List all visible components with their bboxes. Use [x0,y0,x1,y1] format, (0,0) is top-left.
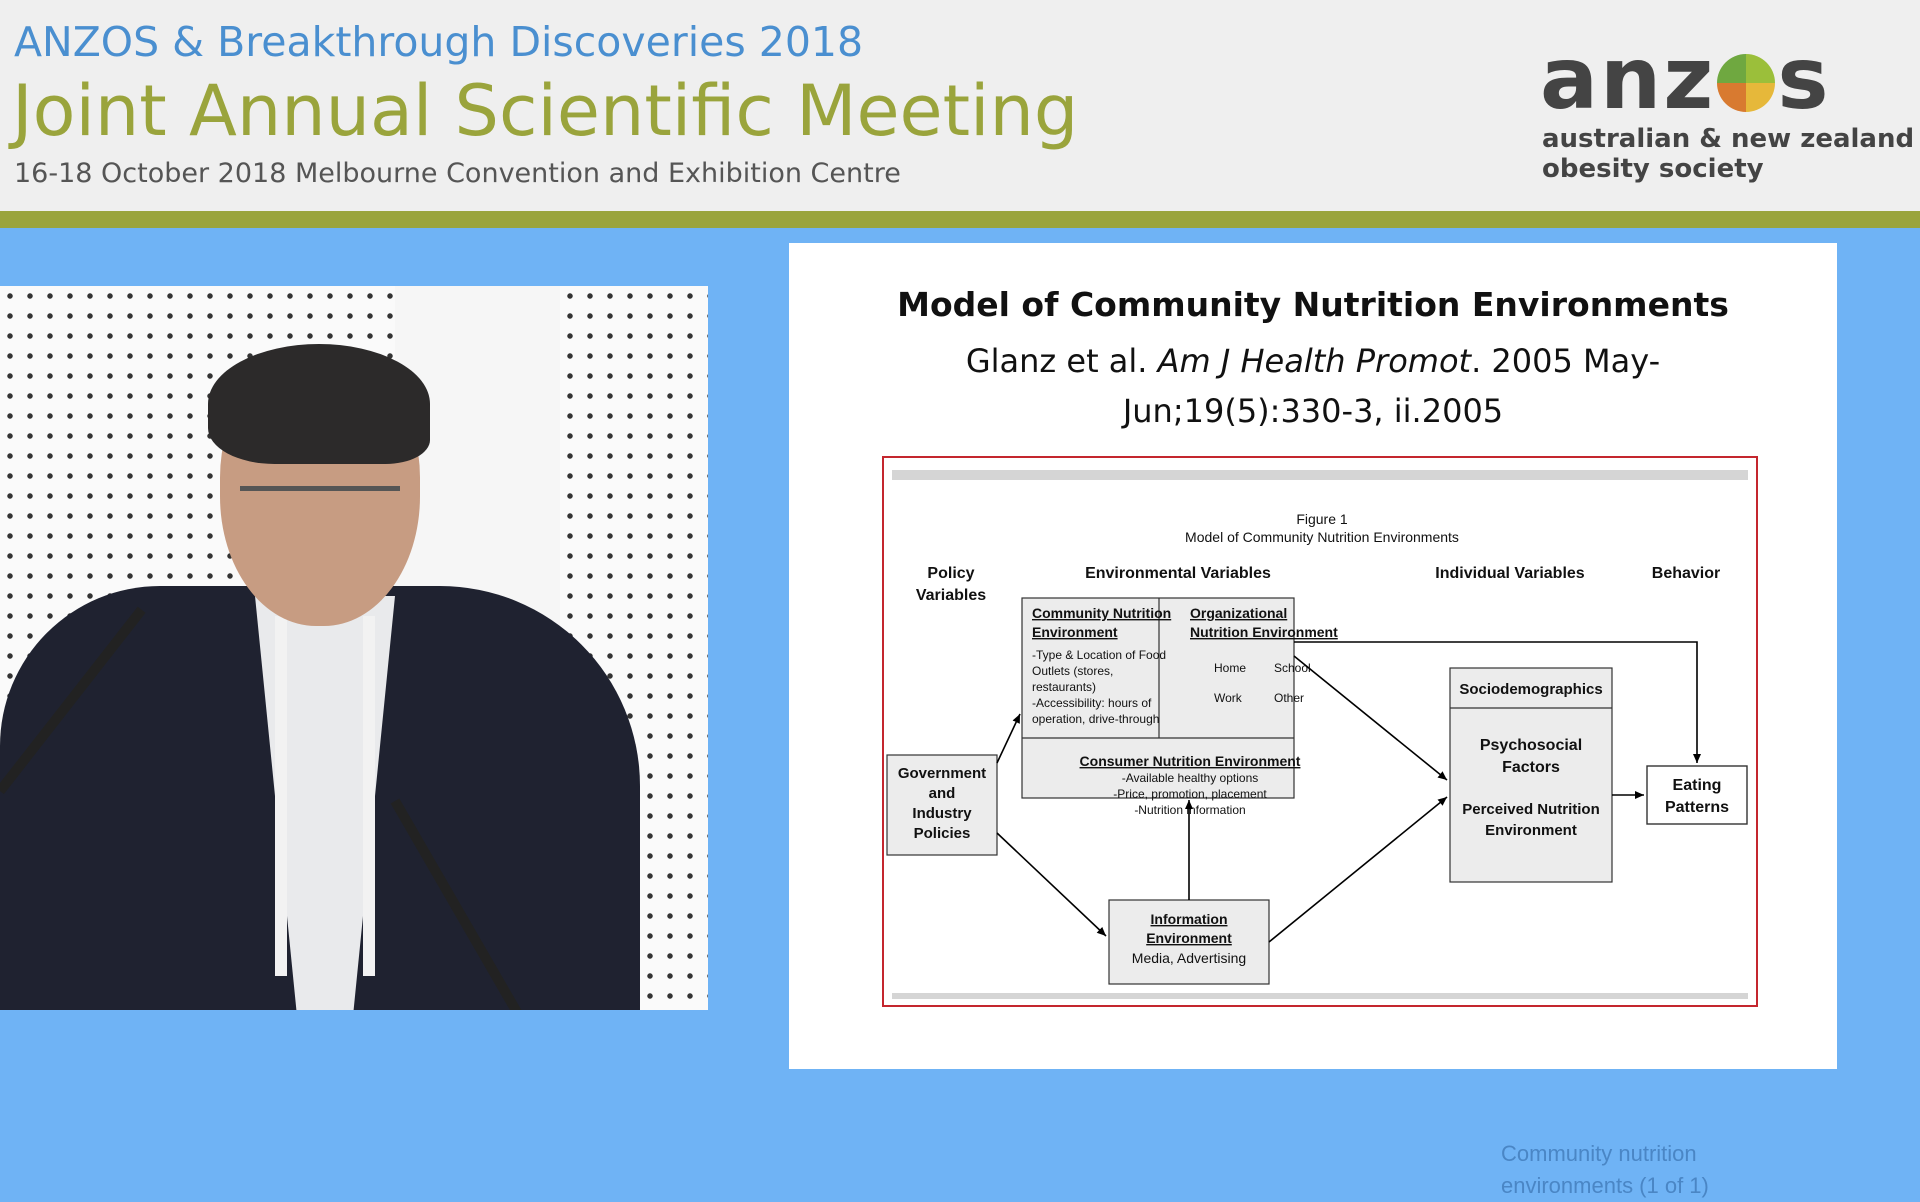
organizational-title-1: Organizational [1190,605,1288,621]
logo-word-start: anz [1540,29,1716,129]
logo-word-end: s [1777,29,1831,129]
header-divider [0,211,1920,228]
individual-variables-heading: Individual Variables [1435,565,1585,582]
speaker-lanyard [275,616,375,976]
eating-label-1: Eating [1672,777,1722,794]
consumer-item-2: -Price, promotion, placement [1113,787,1267,801]
information-title-1: Information [1150,911,1228,927]
speaker-video [0,286,708,1010]
sociodemographics-label: Sociodemographics [1459,681,1603,698]
community-nutrition-title-1: Community Nutrition [1032,605,1172,621]
event-details: 16-18 October 2018 Melbourne Convention and Exhibition Centre [14,158,901,189]
community-nutrition-title-2: Environment [1032,624,1118,640]
community-item-4: -Accessibility: hours of [1032,696,1152,710]
citation-details: . 2005 May-Jun;19(5):330-3, ii.2005 [1122,342,1661,430]
organizational-title-2: Nutrition Environment [1190,624,1338,640]
information-sub: Media, Advertising [1131,950,1247,966]
government-label-2: and [928,785,956,802]
figure-top-bar [892,470,1748,480]
figure-frame [882,456,1758,1198]
logo-swirl-icon [1717,54,1775,112]
perceived-label-1: Perceived Nutrition [1462,801,1600,818]
org-home: Home [1214,661,1247,675]
psychosocial-label-2: Factors [1502,759,1560,776]
arrow-environment-to-individual [1294,656,1447,780]
meeting-title: Joint Annual Scientific Meeting [12,70,1079,152]
org-school: School [1274,661,1311,675]
speaker-glasses [240,486,400,521]
policy-variables-heading-1: Policy [927,565,975,582]
citation-authors: Glanz et al. [965,342,1158,380]
slide-caption: Community nutrition environments (1 of 1) [1501,1141,1709,1198]
eating-label-2: Patterns [1664,799,1730,816]
logo-wordmark [1540,29,1831,129]
anzos-logo [1540,29,1915,194]
model-diagram [884,458,1756,1005]
slide-title: Model of Community Nutrition Environments [897,285,1729,324]
information-title-2: Environment [1146,930,1232,946]
environmental-variables-heading: Environmental Variables [1085,565,1271,582]
consumer-nutrition-title: Consumer Nutrition Environment [1079,753,1301,769]
community-item-2: Outlets (stores, [1032,664,1114,678]
citation-journal: Am J Health Promot [1157,342,1472,380]
behavior-heading: Behavior [1651,565,1721,582]
presentation-slide [789,243,1837,1198]
event-name: ANZOS & Breakthrough Discoveries 2018 [14,18,864,66]
consumer-item-3: -Nutrition information [1134,803,1246,817]
logo-tagline-2: obesity society [1542,154,1764,184]
org-other: Other [1274,691,1305,705]
slide-citation [949,336,1677,436]
policy-variables-heading-2: Variables [915,587,987,604]
figure-title: Model of Community Nutrition Environments [1185,529,1459,545]
arrow-information-to-individual [1269,797,1447,942]
figure-label: Figure 1 [1296,511,1348,527]
arrow-government-to-information [997,833,1106,936]
org-work: Work [1214,691,1242,705]
community-item-5: operation, drive-through [1032,712,1160,726]
arrow-government-to-community [997,714,1020,763]
government-label-1: Government [897,765,987,782]
speaker-hair [208,344,430,464]
header-banner [0,0,1920,211]
consumer-item-1: -Available healthy options [1121,771,1259,785]
perceived-label-2: Environment [1485,822,1577,839]
figure-bottom-bar [892,993,1748,999]
community-item-1: -Type & Location of Food [1032,648,1167,662]
community-item-3: restaurants) [1032,680,1097,694]
government-label-3: Industry [912,805,972,822]
government-label-4: Policies [913,825,971,842]
logo-tagline-1: australian & new zealand [1542,124,1915,154]
psychosocial-label-1: Psychosocial [1479,737,1583,754]
